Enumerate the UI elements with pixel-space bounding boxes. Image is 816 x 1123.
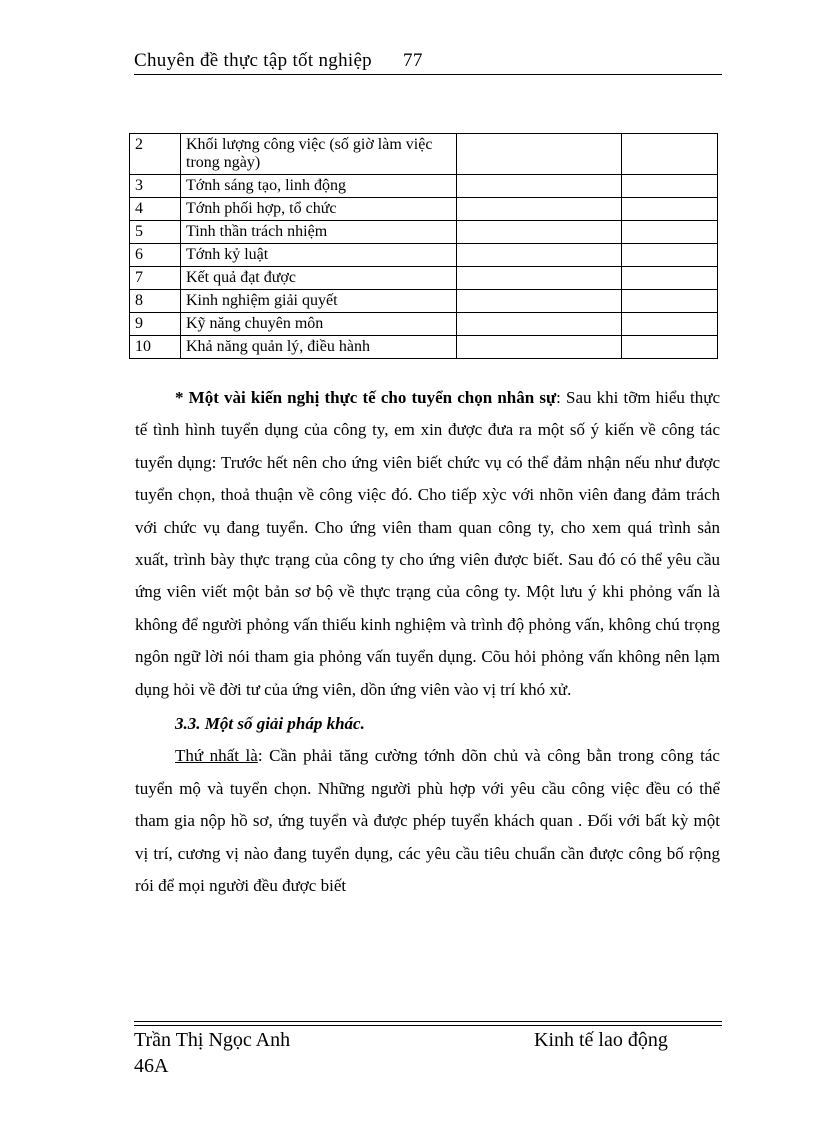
rating-cell-a bbox=[457, 244, 622, 267]
criterion-cell: Kết quả đạt được bbox=[181, 267, 457, 290]
section-heading: 3.3. Một số giải pháp khác. bbox=[175, 714, 365, 734]
table-row bbox=[130, 175, 718, 198]
rating-cell-b bbox=[622, 290, 718, 313]
rating-cell-a bbox=[457, 267, 622, 290]
recommendation-heading: * Một vài kiến nghị thực tế cho tuyển chọn nhân sự bbox=[175, 388, 557, 407]
rating-cell-b bbox=[622, 267, 718, 290]
row-number-cell: 4 bbox=[130, 198, 181, 221]
criteria-table bbox=[129, 133, 718, 359]
page-number: 77 bbox=[403, 50, 423, 71]
criterion-cell: Tớnh sáng tạo, linh động bbox=[181, 175, 457, 198]
footer-author: Trần Thị Ngọc Anh bbox=[134, 1029, 291, 1051]
criterion-cell: Khối lượng công việc (số giờ làm việc trong ngày) bbox=[181, 134, 457, 175]
table-row bbox=[130, 198, 718, 221]
rating-cell-a bbox=[457, 198, 622, 221]
table-row bbox=[130, 267, 718, 290]
rating-cell-b bbox=[622, 313, 718, 336]
body-text bbox=[135, 382, 720, 903]
criteria-table-body bbox=[130, 134, 718, 359]
table-row bbox=[130, 244, 718, 267]
row-number-cell: 9 bbox=[130, 313, 181, 336]
table-row bbox=[130, 336, 718, 359]
first-solution-label: Thứ nhất là bbox=[175, 746, 258, 766]
footer-class: 46A bbox=[134, 1055, 169, 1077]
rating-cell-b bbox=[622, 198, 718, 221]
table-row bbox=[130, 290, 718, 313]
footer-department: Kinh tế lao động bbox=[534, 1029, 668, 1051]
rating-cell-a bbox=[457, 134, 622, 175]
row-number-cell: 5 bbox=[130, 221, 181, 244]
rating-cell-b bbox=[622, 175, 718, 198]
criterion-cell: Khả năng quản lý, điều hành bbox=[181, 336, 457, 359]
rating-cell-a bbox=[457, 313, 622, 336]
page-header bbox=[134, 50, 722, 75]
criterion-cell: Kỹ năng chuyên môn bbox=[181, 313, 457, 336]
row-number-cell: 7 bbox=[130, 267, 181, 290]
table-row bbox=[130, 221, 718, 244]
rating-cell-b bbox=[622, 134, 718, 175]
recommendation-paragraph bbox=[135, 382, 720, 706]
rating-cell-a bbox=[457, 290, 622, 313]
rating-cell-a bbox=[457, 175, 622, 198]
criterion-cell: Tinh thần trách nhiệm bbox=[181, 221, 457, 244]
criterion-cell: Tớnh phối hợp, tổ chức bbox=[181, 198, 457, 221]
criterion-cell: Tớnh kỷ luật bbox=[181, 244, 457, 267]
criterion-cell: Kinh nghiệm giải quyết bbox=[181, 290, 457, 313]
row-number-cell: 2 bbox=[130, 134, 181, 175]
row-number-cell: 10 bbox=[130, 336, 181, 359]
rating-cell-b bbox=[622, 221, 718, 244]
table-row bbox=[130, 134, 718, 175]
footer-divider bbox=[134, 1021, 722, 1026]
first-solution-paragraph bbox=[135, 740, 720, 902]
recommendation-text: : Sau khi tỡm hiểu thực tế tình hình tuyển dụng của công ty, em xin được đưa ra một số ý kiến về công tác tuyển dụng: Trước hết nên cho ứng viên biết chức vụ có thể đảm nhận nếu như được tuyển chọn, thoả thuận về công việc đó. Cho tiếp xỳc với nhõn viên đang đảm trách với chức vụ đang tuyển. Cho ứng viên tham quan công ty, cho xem quá trình sản xuất, trình bày thực trạng của công ty cho ứng viên được biết. Sau đó có thể yêu cầu ứng viên viết một bản sơ bộ về thực trạng của công ty. Một lưu ý khi phỏng vấn là không để người phỏng vấn thiếu kinh nghiệm và trình độ phỏng vấn, không chú trọng ngôn ngữ lời nói tham gia phỏng vấn tuyển dụng. Cõu hỏi phỏng vấn không nên lạm dụng hỏi về đời tư của ứng viên, dồn ứng viên vào vị trí khó xử. bbox=[135, 388, 720, 699]
rating-cell-a bbox=[457, 336, 622, 359]
document-title: Chuyên đề thực tập tốt nghiệp bbox=[134, 50, 372, 71]
row-number-cell: 3 bbox=[130, 175, 181, 198]
rating-cell-b bbox=[622, 244, 718, 267]
row-number-cell: 6 bbox=[130, 244, 181, 267]
first-solution-text: : Cần phải tăng cường tớnh dõn chủ và công bằn trong công tác tuyển mộ và tuyển chọn. Những người phù hợp với yêu cầu công việc đều có thể tham gia nộp hồ sơ, ứng tuyển và được phép tuyển khách quan . Đối với bất kỳ một vị trí, cương vị nào đang tuyển dụng, các yêu cầu tiêu chuẩn cần được công bố rộng rói để mọi người đều được biết bbox=[135, 746, 720, 896]
table-row bbox=[130, 313, 718, 336]
row-number-cell: 8 bbox=[130, 290, 181, 313]
rating-cell-b bbox=[622, 336, 718, 359]
rating-cell-a bbox=[457, 221, 622, 244]
